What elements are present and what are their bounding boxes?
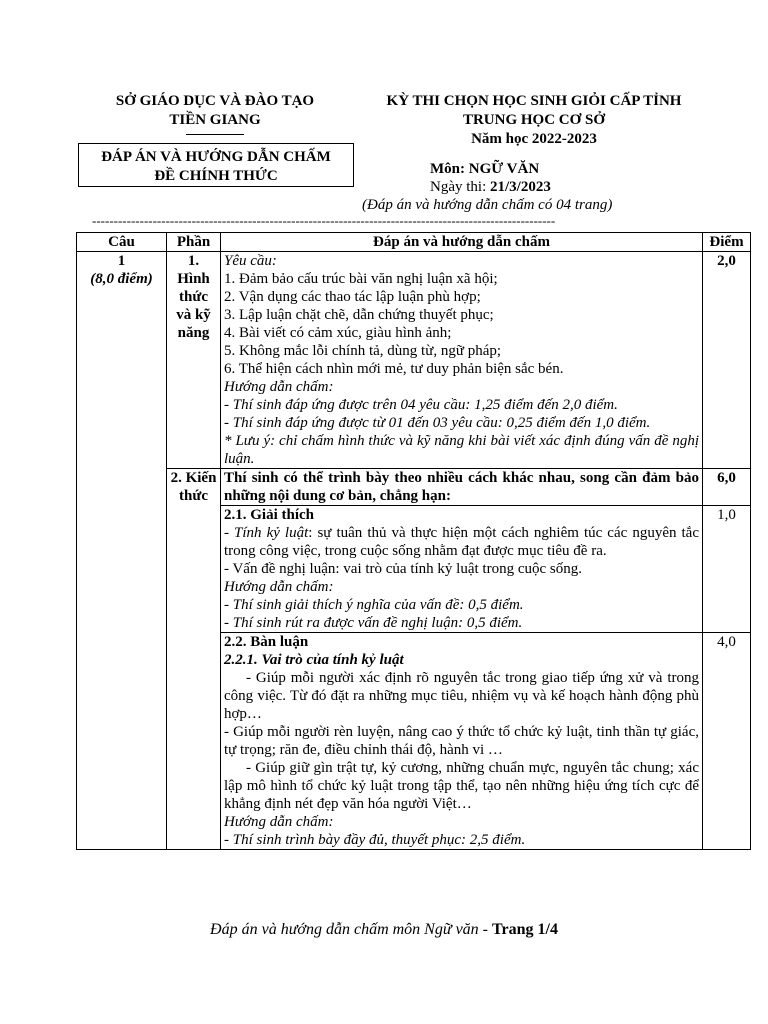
department-header	[80, 92, 350, 135]
page-number: Trang 1/4	[492, 921, 558, 938]
province-name: TIỀN GIANG	[169, 112, 261, 128]
part-name: 1. Hình thức và kỹ năng	[167, 252, 221, 469]
col-header-part: Phần	[167, 233, 221, 252]
answer-table	[76, 232, 751, 850]
exam-header	[356, 92, 712, 149]
guide-item: - Thí sinh đáp ứng được từ 01 đến 03 yêu cầu: 0,25 điểm đến 1,0 điểm.	[224, 415, 651, 431]
guide-item: - Thí sinh rút ra được vấn đề nghị luận: 0,5 điểm.	[224, 615, 523, 631]
subsection-title: 2.2.1. Vai trò của tính kỷ luật	[224, 652, 404, 668]
col-header-answer: Đáp án và hướng dẫn chấm	[221, 233, 703, 252]
list-item: 3. Lập luận chặt chẽ, dẫn chứng thuyết phục;	[224, 307, 494, 323]
part-name: 2. Kiến thức	[167, 469, 221, 850]
subject-line	[430, 160, 539, 179]
header-underline	[186, 134, 244, 135]
guide-item: - Thí sinh giải thích ý nghĩa của vấn đề: 0,5 điểm.	[224, 597, 524, 613]
table-row	[77, 252, 751, 469]
col-header-question: Câu	[77, 233, 167, 252]
guide-title: Hướng dẫn chấm:	[224, 579, 334, 595]
answer-cell	[221, 252, 703, 469]
subject-value: NGỮ VĂN	[468, 161, 540, 177]
page-count-note: (Đáp án và hướng dẫn chấm có 04 trang)	[362, 197, 613, 213]
paragraph: - Giúp mỗi người rèn luyện, nâng cao ý thức tổ chức kỷ luật, tinh thần tự giác, tự trọng; răn đe, điều chỉnh thái độ, hành vi …	[224, 724, 699, 758]
table-row	[77, 469, 751, 506]
part-score: 6,0	[703, 469, 751, 506]
official-answer-box	[78, 143, 354, 187]
department-name: SỞ GIÁO DỤC VÀ ĐÀO TẠO	[115, 93, 315, 109]
date-value: 21/3/2023	[490, 179, 551, 195]
list-item: 5. Không mắc lỗi chính tả, dùng từ, ngữ pháp;	[224, 343, 502, 359]
section-score: 4,0	[703, 633, 751, 850]
date-label: Ngày thi:	[430, 179, 490, 195]
question-cell	[77, 252, 167, 850]
list-item: 1. Đảm bảo cấu trúc bài văn nghị luận xã hội;	[224, 271, 498, 287]
answer-cell	[221, 506, 703, 633]
part-intro: Thí sinh có thể trình bày theo nhiều cách khác nhau, song cần đảm bảo những nội dung cơ bản, chẳng hạn:	[221, 469, 703, 506]
box-subtitle: ĐỀ CHÍNH THỨC	[154, 168, 278, 184]
guide-title: Hướng dẫn chấm:	[224, 814, 334, 830]
page-footer	[0, 920, 768, 940]
question-points: (8,0 điểm)	[90, 271, 153, 287]
section-score: 1,0	[703, 506, 751, 633]
answer-cell	[221, 633, 703, 850]
subject-label: Môn:	[430, 161, 469, 177]
guide-title: Hướng dẫn chấm:	[224, 379, 334, 395]
guide-note: * Lưu ý: chỉ chấm hình thức và kỹ năng khi bài viết xác định đúng vấn đề nghị luận.	[224, 433, 699, 467]
issue-statement: - Vấn đề nghị luận: vai trò của tính kỷ luật trong cuộc sống.	[224, 561, 582, 577]
section-title: 2.1. Giải thích	[224, 507, 315, 523]
table-header-row	[77, 233, 751, 252]
exam-title: KỲ THI CHỌN HỌC SINH GIỎI CẤP TỈNH	[386, 93, 682, 109]
requirements-title: Yêu cầu:	[224, 253, 277, 269]
paragraph: - Giúp mỗi người xác định rõ nguyên tắc trong giao tiếp ứng xử và trong công việc. Từ đó đặt ra những mục tiêu, nhiệm vụ và kế hoạch hành động phù hợp…	[224, 670, 699, 722]
list-item: 6. Thể hiện cách nhìn mới mẻ, tư duy phản biện sắc bén.	[224, 361, 564, 377]
exam-date-line	[430, 178, 551, 197]
exam-level: TRUNG HỌC CƠ SỞ	[462, 112, 606, 128]
footer-text: Đáp án và hướng dẫn chấm môn Ngữ văn -	[210, 921, 493, 938]
col-header-score: Điểm	[703, 233, 751, 252]
section-title: 2.2. Bàn luận	[224, 634, 309, 650]
part-score: 2,0	[703, 252, 751, 469]
guide-item: - Thí sinh trình bày đầy đủ, thuyết phục: 2,5 điểm.	[224, 832, 526, 848]
separator-line: -----------------------------------------------------------------------------------------------------------	[92, 214, 556, 228]
box-title: ĐÁP ÁN VÀ HƯỚNG DẪN CHẤM	[101, 149, 331, 165]
term-definition: : sự tuân thủ và thực hiện một cách nghiêm túc các nguyên tắc trong công việc, trong cuộc sống nhằm đạt được mục tiêu đề ra.	[224, 525, 699, 559]
question-number: 1	[117, 253, 126, 269]
definition: - Tính kỷ luật: sự tuân thủ và thực hiện một cách nghiêm túc các nguyên tắc trong công việc, trong cuộc sống nhằm đạt được mục tiêu đề ra.	[224, 525, 699, 559]
school-year: Năm học 2022-2023	[471, 131, 597, 147]
paragraph: - Giúp giữ gìn trật tự, kỷ cương, những chuẩn mực, nguyên tắc chung; xác lập mô hình tổ chức kỷ luật trong tập thể, tạo nên những hiệu ứng tích cực để khẳng định nét đẹp văn hóa người Việt…	[224, 760, 699, 812]
term: Tính kỷ luật	[234, 525, 309, 541]
list-item: 2. Vận dụng các thao tác lập luận phù hợp;	[224, 289, 481, 305]
list-item: 4. Bài viết có cảm xúc, giàu hình ảnh;	[224, 325, 452, 341]
guide-item: - Thí sinh đáp ứng được trên 04 yêu cầu: 1,25 điểm đến 2,0 điểm.	[224, 397, 618, 413]
